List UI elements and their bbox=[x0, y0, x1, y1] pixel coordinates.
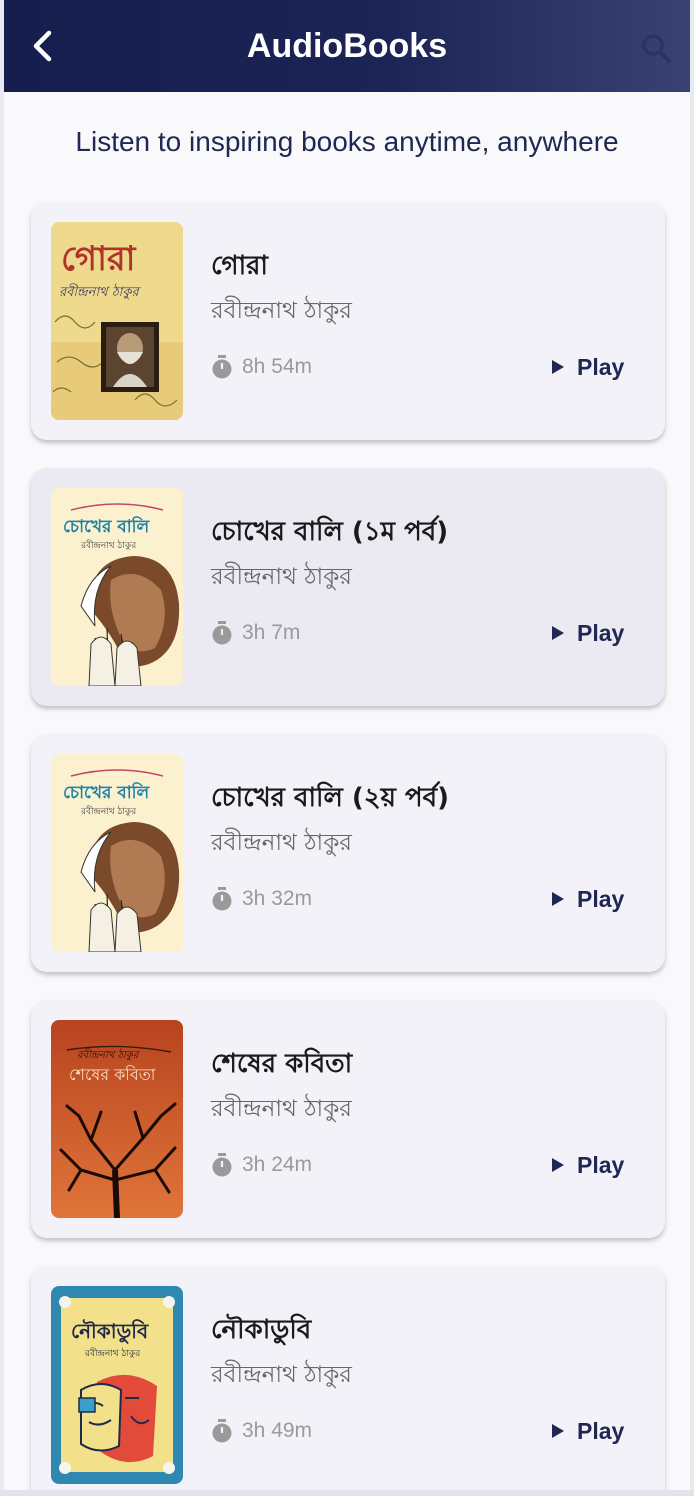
play-button[interactable] bbox=[551, 1414, 624, 1448]
cover-author: রবীন্দ্রনাথ ঠাকুর bbox=[77, 1050, 139, 1061]
search-icon bbox=[640, 32, 672, 64]
play-icon bbox=[551, 1157, 565, 1173]
book-card[interactable] bbox=[31, 202, 665, 440]
play-button[interactable] bbox=[551, 616, 624, 650]
cover-author: রবীন্দ্রনাথ ঠাকুর bbox=[59, 285, 139, 300]
timer-icon bbox=[211, 621, 233, 645]
play-button[interactable] bbox=[551, 350, 624, 384]
play-label: Play bbox=[577, 1152, 625, 1178]
cover-title: গোরা bbox=[61, 239, 136, 279]
book-cover bbox=[51, 1286, 183, 1484]
book-cover bbox=[51, 222, 183, 420]
app-screen bbox=[4, 0, 690, 1490]
play-icon bbox=[551, 625, 565, 641]
book-author: রবীন্দ্রনাথ ঠাকুর bbox=[211, 298, 352, 324]
search-button[interactable] bbox=[636, 28, 676, 68]
play-button[interactable] bbox=[551, 1148, 624, 1182]
cover-title: শেষের কবিতা bbox=[69, 1065, 156, 1084]
book-cover bbox=[51, 754, 183, 952]
book-duration bbox=[211, 884, 312, 914]
cover-title: চোখের বালি bbox=[63, 517, 150, 537]
app-bar bbox=[4, 0, 690, 92]
cover-author: রবীন্দ্রনাথ ঠাকুর bbox=[81, 541, 137, 551]
play-button[interactable] bbox=[551, 882, 624, 916]
book-card[interactable] bbox=[31, 1000, 665, 1238]
play-label: Play bbox=[577, 1418, 625, 1444]
book-author: রবীন্দ্রনাথ ঠাকুর bbox=[211, 830, 352, 856]
book-duration bbox=[211, 1150, 312, 1180]
timer-icon bbox=[211, 355, 233, 379]
book-card[interactable] bbox=[31, 734, 665, 972]
cover-author: রবীন্দ্রনাথ ঠাকুর bbox=[81, 807, 137, 817]
book-card[interactable] bbox=[31, 1266, 665, 1490]
play-icon bbox=[551, 359, 565, 375]
audiobook-list bbox=[31, 202, 665, 1490]
duration-text: 3h 7m bbox=[242, 621, 301, 644]
play-icon bbox=[551, 1423, 565, 1439]
play-label: Play bbox=[577, 620, 625, 646]
cover-author: রবীন্দ্রনাথ ঠাকুর bbox=[85, 1349, 141, 1359]
book-title: গোরা bbox=[211, 251, 268, 281]
book-card[interactable] bbox=[31, 468, 665, 706]
play-icon bbox=[551, 891, 565, 907]
timer-icon bbox=[211, 887, 233, 911]
duration-text: 3h 49m bbox=[242, 1419, 313, 1442]
book-author: রবীন্দ্রনাথ ঠাকুর bbox=[211, 564, 352, 590]
book-title: নৌকাডুবি bbox=[211, 1315, 312, 1345]
duration-text: 3h 24m bbox=[242, 1153, 313, 1176]
play-label: Play bbox=[577, 354, 625, 380]
cover-title: চোখের বালি bbox=[63, 783, 150, 803]
book-duration bbox=[211, 352, 312, 382]
duration-text: 8h 54m bbox=[242, 355, 313, 378]
page-subtitle: Listen to inspiring books anytime, anywhere bbox=[75, 126, 619, 157]
book-cover bbox=[51, 1020, 183, 1218]
book-title: চোখের বালি (১ম পর্ব) bbox=[211, 517, 449, 547]
bottom-edge bbox=[0, 1490, 694, 1496]
play-label: Play bbox=[577, 886, 625, 912]
timer-icon bbox=[211, 1153, 233, 1177]
book-author: রবীন্দ্রনাথ ঠাকুর bbox=[211, 1096, 352, 1122]
timer-icon bbox=[211, 1419, 233, 1443]
cover-title: নৌকাডুবি bbox=[71, 1319, 149, 1343]
book-author: রবীন্দ্রনাথ ঠাকুর bbox=[211, 1362, 352, 1388]
duration-text: 3h 32m bbox=[242, 887, 313, 910]
book-duration bbox=[211, 1416, 312, 1446]
book-title: চোখের বালি (২য় পর্ব) bbox=[211, 783, 450, 813]
book-cover bbox=[51, 488, 183, 686]
book-title: শেষের কবিতা bbox=[211, 1049, 353, 1079]
page-title: AudioBooks bbox=[246, 27, 448, 65]
book-duration bbox=[211, 618, 300, 648]
